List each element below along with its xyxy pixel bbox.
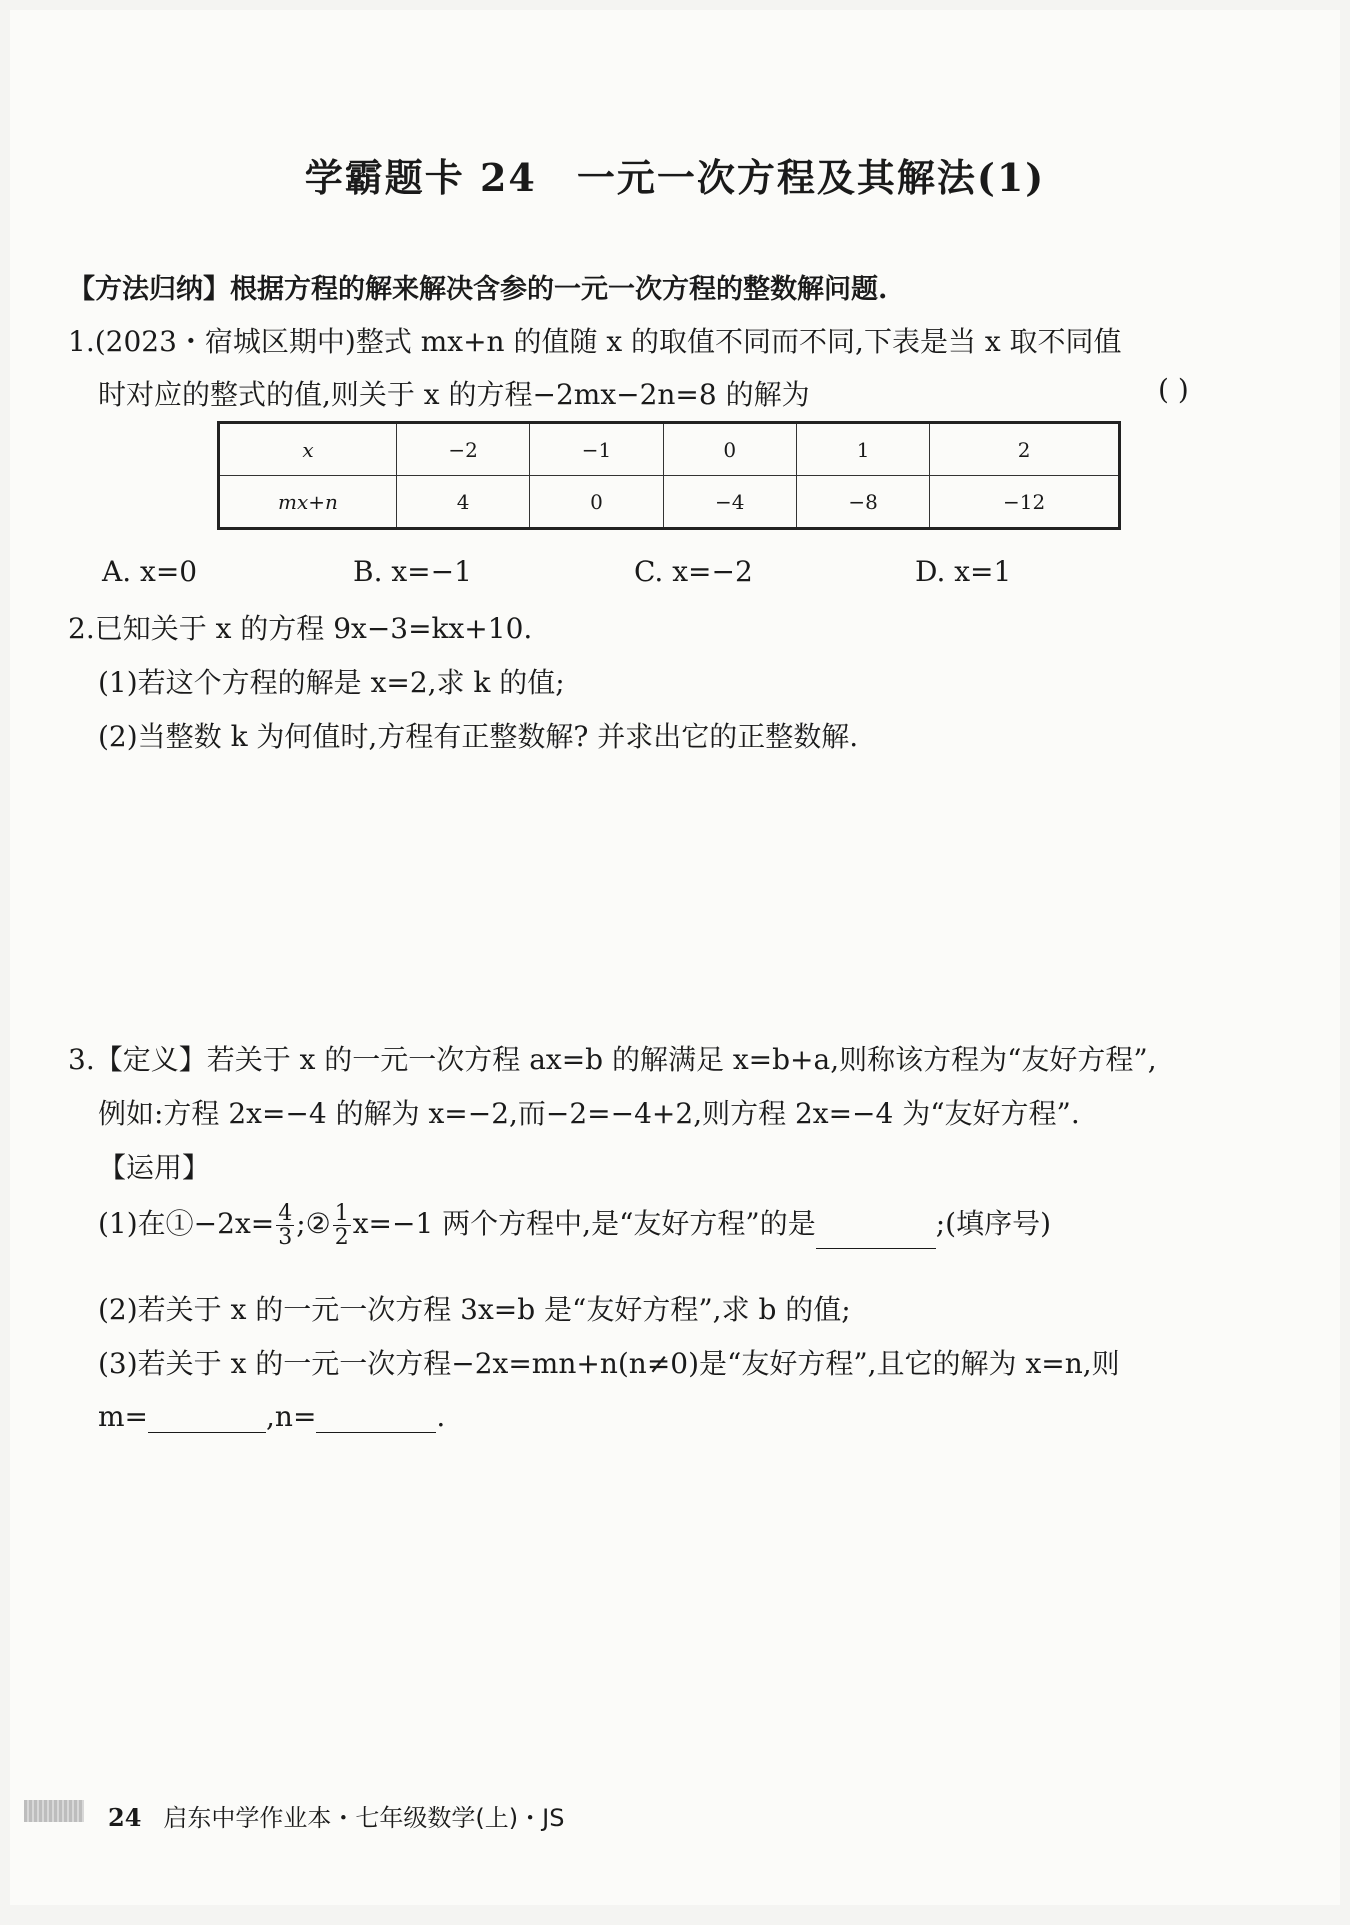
q2-part1: (1)若这个方程的解是 x=2,求 k 的值;: [98, 666, 565, 699]
q3-n-answer-blank[interactable]: [316, 1404, 436, 1433]
fraction-numerator: 4: [278, 1201, 293, 1226]
q3-part1-text-b: ;②: [296, 1207, 331, 1241]
page-footer: [108, 1798, 564, 1833]
q3-part1-text-c: x=−1 两个方程中,是“友好方程”的是: [352, 1207, 816, 1241]
fraction-one-half: [333, 1202, 351, 1249]
book-title: 启东中学作业本・七年级数学(上)・JS: [163, 1804, 565, 1832]
q3-part3: (3)若关于 x 的一元一次方程−2x=mn+n(n≠0)是“友好方程”,且它的解为 x=n,则: [98, 1347, 1120, 1380]
q3-line2: 例如:方程 2x=−4 的解为 x=−2,而−2=−4+2,则方程 2x=−4 为“友好方程”.: [98, 1097, 1080, 1130]
q3-part1: [98, 1202, 1051, 1249]
q1-line2: 时对应的整式的值,则关于 x 的方程−2mx−2n=8 的解为: [98, 378, 810, 411]
table-cell: −1: [530, 423, 663, 476]
table-cell: −2: [397, 423, 530, 476]
footer-decoration: [24, 1800, 84, 1822]
q3-m-answer-blank[interactable]: [148, 1404, 266, 1433]
title-main: 学霸题卡 24: [304, 155, 537, 200]
method-summary: 【方法归纳】根据方程的解来解决含参的一元一次方程的整数解问题.: [68, 274, 888, 305]
q3-part1-answer-blank[interactable]: [816, 1220, 936, 1249]
q2-line1: 2.已知关于 x 的方程 9x−3=kx+10.: [68, 612, 533, 645]
page-title: [10, 147, 1340, 202]
q1-line1: 1.(2023・宿城区期中)整式 mx+n 的值随 x 的取值不同而不同,下表是当 x 取不同值: [68, 325, 1122, 358]
q1-choice-c[interactable]: C. x=−2: [634, 555, 753, 588]
fraction-denominator: 3: [278, 1225, 293, 1251]
q2-part2: (2)当整数 k 为何值时,方程有正整数解? 并求出它的正整数解.: [98, 720, 859, 753]
table-cell: x: [219, 423, 397, 476]
table-cell: −12: [930, 476, 1120, 529]
q1-value-table: [217, 421, 1121, 530]
q3-part3-end: .: [436, 1400, 446, 1433]
worksheet-page: [10, 10, 1340, 1905]
fraction-numerator: 1: [334, 1201, 349, 1226]
table-cell: −4: [663, 476, 796, 529]
title-sub: 一元一次方程及其解法(1): [576, 155, 1046, 200]
table-cell: 0: [530, 476, 663, 529]
table-cell: 2: [930, 423, 1120, 476]
q3-line1: 3.【定义】若关于 x 的一元一次方程 ax=b 的解满足 x=b+a,则称该方程为“友好方程”,: [68, 1043, 1157, 1076]
table-row: [219, 476, 1120, 529]
q1-choice-d[interactable]: D. x=1: [915, 555, 1012, 588]
table-cell: 1: [796, 423, 929, 476]
page-number: 24: [108, 1803, 142, 1832]
q3-part3-answers: [98, 1400, 445, 1433]
q3-apply-label: 【运用】: [98, 1151, 211, 1184]
table-row: [219, 423, 1120, 476]
table-cell: 4: [397, 476, 530, 529]
fraction-four-thirds: [276, 1202, 294, 1249]
q3-part1-text-a: (1)在①−2x=: [98, 1207, 275, 1241]
table-cell: 0: [663, 423, 796, 476]
q3-m-label: m=: [98, 1400, 149, 1433]
q3-n-label: ,n=: [266, 1400, 317, 1433]
q1-choice-b[interactable]: B. x=−1: [353, 555, 472, 588]
q3-part1-text-d: ;(填序号): [935, 1207, 1052, 1241]
fraction-denominator: 2: [334, 1225, 349, 1251]
q3-part2: (2)若关于 x 的一元一次方程 3x=b 是“友好方程”,求 b 的值;: [98, 1293, 851, 1326]
q1-answer-paren[interactable]: ( ): [1158, 373, 1189, 406]
table-cell: mx+n: [219, 476, 397, 529]
table-cell: −8: [796, 476, 929, 529]
q1-choice-a[interactable]: A. x=0: [102, 555, 198, 588]
